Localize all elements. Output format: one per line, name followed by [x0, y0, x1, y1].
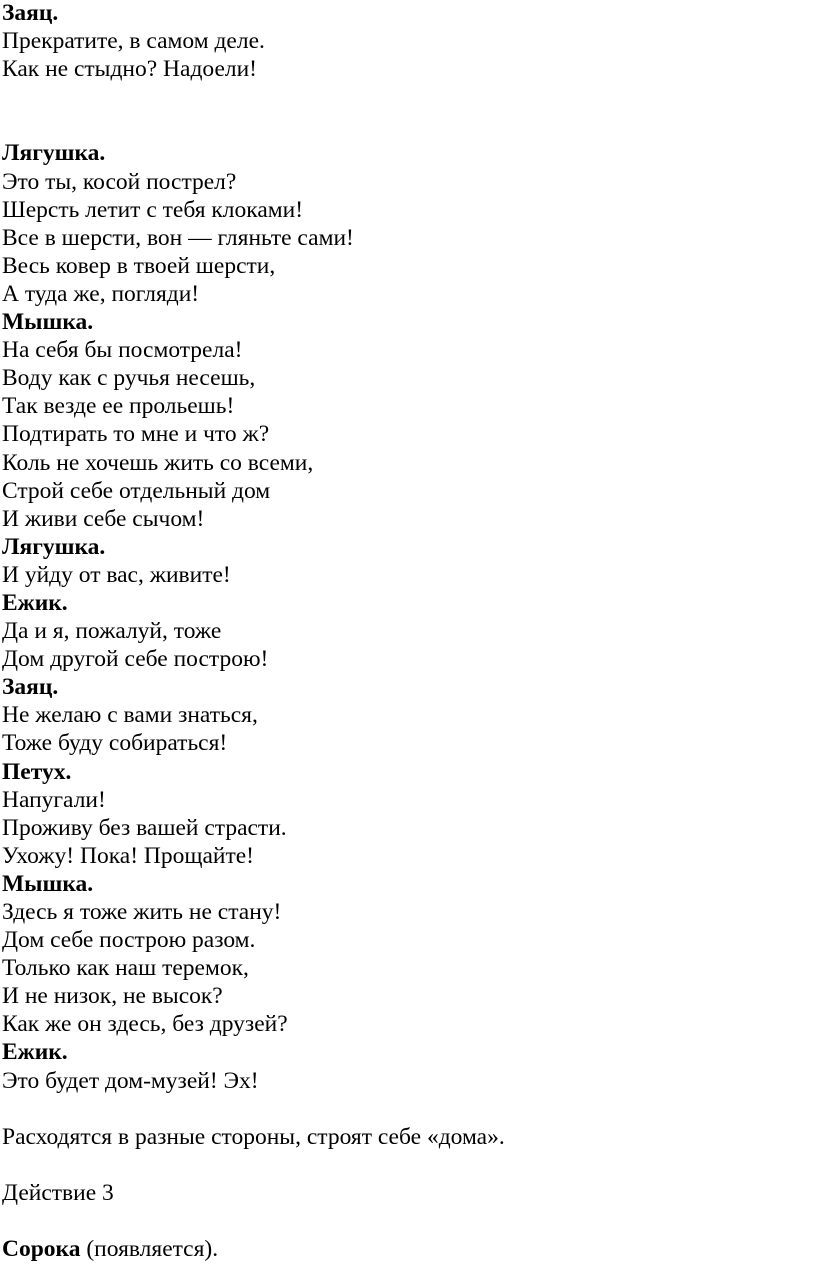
- dialogue-line: Так везде ее прольешь!: [2, 393, 235, 420]
- dialogue-line: Это ты, косой пострел?: [2, 168, 237, 195]
- dialogue-line: И живи себе сычом!: [2, 505, 205, 532]
- blank-line: [2, 111, 812, 139]
- speaker-name: Заяц.: [2, 674, 59, 701]
- speaker-name: Лягушка.: [2, 533, 106, 560]
- dialogue-line: Как не стыдно? Надоели!: [2, 56, 258, 83]
- dialogue-line: Все в шерсти, вон — гляньте сами!: [2, 224, 354, 251]
- dialogue-line: Да и я, пожалуй, тоже: [2, 618, 222, 645]
- stage-direction-text: (появляется).: [80, 1236, 219, 1263]
- dialogue-line: Ухожу! Пока! Прощайте!: [2, 842, 255, 869]
- stage-text: Расходятся в разные стороны, строят себе «дома».: [2, 1123, 505, 1150]
- dialogue-line: Только как наш теремок,: [2, 955, 249, 982]
- dialogue-line: И не низок, не высок?: [2, 983, 223, 1010]
- dialogue-line: Весь ковер в твоей шерсти,: [2, 252, 276, 279]
- dialogue-line: Дом себе построю разом.: [2, 927, 256, 954]
- dialogue-line: Дом другой себе построю!: [2, 646, 269, 673]
- speaker-name: Лягушка.: [2, 140, 106, 167]
- blank-line: [2, 1151, 812, 1179]
- dialogue-line: Не желаю с вами знаться,: [2, 702, 258, 729]
- dialogue-line: Подтирать то мне и что ж?: [2, 421, 270, 448]
- dialogue-line: Строй себе отдельный дом: [2, 477, 271, 504]
- dialogue-line: На себя бы посмотрела!: [2, 337, 243, 364]
- dialogue-line: Шерсть летит с тебя клоками!: [2, 196, 304, 223]
- speaker-name: Мышка.: [2, 870, 94, 897]
- document-page: [2, 0, 812, 1263]
- dialogue-line: И уйду от вас, живите!: [2, 561, 231, 588]
- dialogue-line: Проживу без вашей страсти.: [2, 814, 287, 841]
- dialogue-line: Воду как с ручья несешь,: [2, 365, 256, 392]
- dialogue-line: Коль не хочешь жить со всеми,: [2, 449, 314, 476]
- dialogue-line: Прекратите, в самом деле.: [2, 28, 265, 55]
- dialogue-line: Это будет дом-музей! Эх!: [2, 1067, 259, 1094]
- blank-line: [2, 83, 812, 111]
- speaker-name: Мышка.: [2, 309, 94, 336]
- dialogue-line: Напугали!: [2, 786, 106, 813]
- blank-line: [2, 1095, 812, 1123]
- speaker-name: Сорока: [2, 1236, 81, 1263]
- dialogue-line: А туда же, погляди!: [2, 280, 200, 307]
- dialogue-line: Как же он здесь, без друзей?: [2, 1011, 288, 1038]
- speaker-name: Заяц.: [2, 0, 59, 26]
- stage-direction: [2, 1235, 812, 1263]
- speaker-name: Ежик.: [2, 589, 68, 616]
- blank-line: [2, 1207, 812, 1235]
- dialogue-line: Здесь я тоже жить не стану!: [2, 899, 282, 925]
- dialogue-line: Тоже буду собираться!: [2, 730, 228, 757]
- speaker-name: Ежик.: [2, 1039, 68, 1066]
- stage-text: Действие 3: [2, 1179, 114, 1206]
- speaker-name: Петух.: [2, 758, 72, 785]
